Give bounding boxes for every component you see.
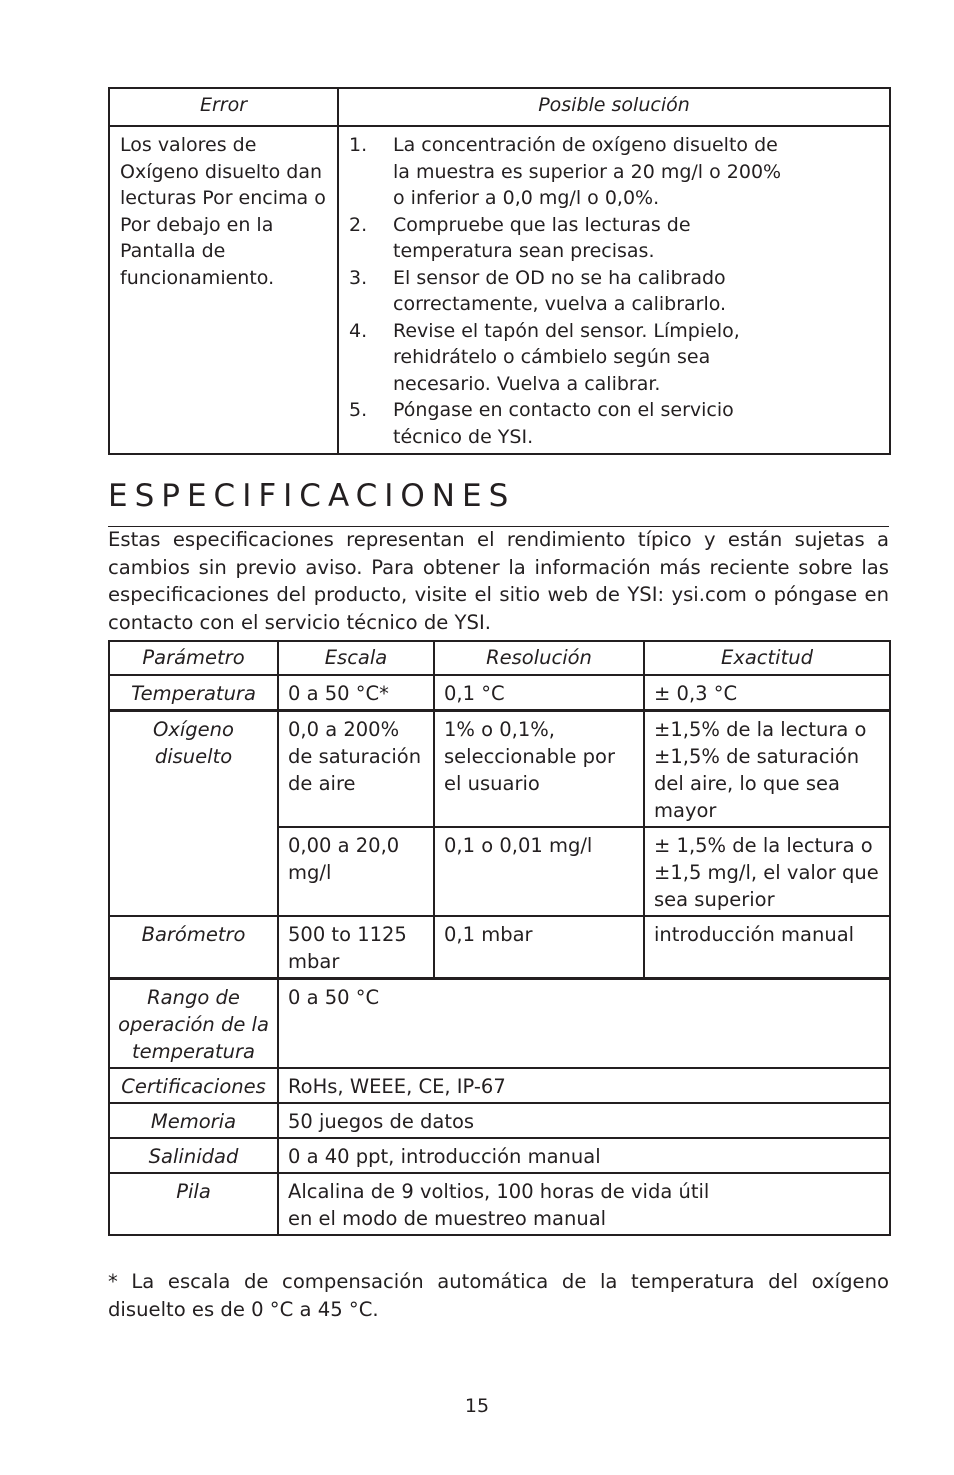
resolution-cell: 1% o 0,1%, seleccionable por el usuario — [434, 711, 644, 828]
spec-row-salinity — [109, 1138, 890, 1173]
param-cell: Certificaciones — [109, 1068, 278, 1103]
param-cell: Memoria — [109, 1103, 278, 1138]
param-cell: Pila — [109, 1173, 278, 1235]
specifications-table — [108, 640, 891, 1236]
range-cell: 500 to 1125 mbar — [278, 916, 434, 979]
battery-line-1: Alcalina de 9 voltios, 100 horas de vida útil — [288, 1180, 710, 1203]
solution-column-header: Posible solución — [338, 88, 890, 126]
solution-text: Revise el tapón del sensor. Límpielo, rehidrátelo o cámbielo según sea necesario. Vuelva a calibrar. — [393, 319, 740, 395]
param-cell: Oxígeno disuelto — [109, 711, 278, 917]
resolution-cell: 0,1 °C — [434, 675, 644, 711]
battery-line-2: en el modo de muestreo manual — [288, 1207, 607, 1230]
spec-row-temperature — [109, 675, 890, 711]
range-cell: 0 a 50 °C* — [278, 675, 434, 711]
value-cell: 50 juegos de datos — [278, 1103, 890, 1138]
param-cell: Barómetro — [109, 916, 278, 979]
accuracy-column-header: Exactitud — [644, 641, 890, 675]
error-column-header: Error — [109, 88, 338, 126]
resolution-cell: 0,1 mbar — [434, 916, 644, 979]
error-description: Los valores de Oxígeno disuelto dan lecturas Por encima o Por debajo en la Pantalla de funcionamiento. — [109, 126, 338, 454]
solution-item — [349, 318, 881, 398]
page-number: 15 — [464, 1395, 490, 1417]
spec-header-row — [109, 641, 890, 675]
solution-cell — [338, 126, 890, 454]
solution-number: 3. — [349, 266, 368, 289]
solution-item — [349, 265, 881, 318]
accuracy-cell: ±1,5% de la lectura o ±1,5% de saturación del aire, lo que sea mayor — [644, 711, 890, 828]
spec-row-dissolved-oxygen-percent — [109, 711, 890, 828]
spec-row-battery — [109, 1173, 890, 1235]
value-cell: RoHs, WEEE, CE, IP-67 — [278, 1068, 890, 1103]
solution-number: 4. — [349, 319, 368, 342]
range-cell: 0,0 a 200% de saturación de aire — [278, 711, 434, 828]
solution-text: El sensor de OD no se ha calibrado correctamente, vuelva a calibrarlo. — [393, 266, 727, 315]
intro-paragraph: Estas especificaciones representan el rendimiento típico y están sujetas a cambios sin previo aviso. Para obtener la información más reciente sobre las especificaciones del producto, visite el sitio web de YSI: ysi.com o póngase en contacto con el servicio técnico de YSI. — [108, 528, 889, 634]
parameter-column-header: Parámetro — [109, 641, 278, 675]
solution-number: 2. — [349, 213, 368, 236]
solution-item — [349, 212, 881, 265]
range-cell: 0,00 a 20,0 mg/l — [278, 827, 434, 916]
accuracy-cell: ± 1,5% de la lectura o ±1,5 mg/l, el valor que sea superior — [644, 827, 890, 916]
troubleshooting-row — [109, 126, 890, 454]
value-cell: 0 a 40 ppt, introducción manual — [278, 1138, 890, 1173]
param-cell: Rango de operación de la temperatura — [109, 979, 278, 1069]
value-cell — [278, 1173, 890, 1235]
troubleshooting-table — [108, 87, 891, 455]
resolution-cell: 0,1 o 0,01 mg/l — [434, 827, 644, 916]
solution-text: La concentración de oxígeno disuelto de la muestra es superior a 20 mg/l o 200% o inferior a 0,0 mg/l o 0,0%. — [393, 134, 782, 209]
solution-number: 1. — [349, 134, 368, 156]
troubleshooting-header-row — [109, 88, 890, 126]
resolution-column-header: Resolución — [434, 641, 644, 675]
spec-row-operating-temperature — [109, 979, 890, 1069]
param-cell: Salinidad — [109, 1138, 278, 1173]
solution-text: Póngase en contacto con el servicio técnico de YSI. — [393, 399, 734, 448]
solution-number: 5. — [349, 399, 368, 421]
value-cell: 0 a 50 °C — [278, 979, 890, 1069]
range-column-header: Escala — [278, 641, 434, 675]
solution-item — [349, 397, 881, 450]
spec-row-certifications — [109, 1068, 890, 1103]
accuracy-cell: ± 0,3 °C — [644, 675, 890, 711]
solution-text: Compruebe que las lecturas de temperatura sean precisas. — [393, 213, 691, 262]
section-title: ESPECIFICACIONES — [108, 478, 516, 514]
spec-row-barometer — [109, 916, 890, 979]
footnote: * La escala de compensación automática de la temperatura del oxígeno disuelto es de 0 °C a 45 °C. — [108, 1270, 889, 1321]
solution-item — [349, 132, 881, 212]
param-cell: Temperatura — [109, 675, 278, 711]
accuracy-cell: introducción manual — [644, 916, 890, 979]
spec-row-memory — [109, 1103, 890, 1138]
solution-list — [349, 132, 881, 450]
